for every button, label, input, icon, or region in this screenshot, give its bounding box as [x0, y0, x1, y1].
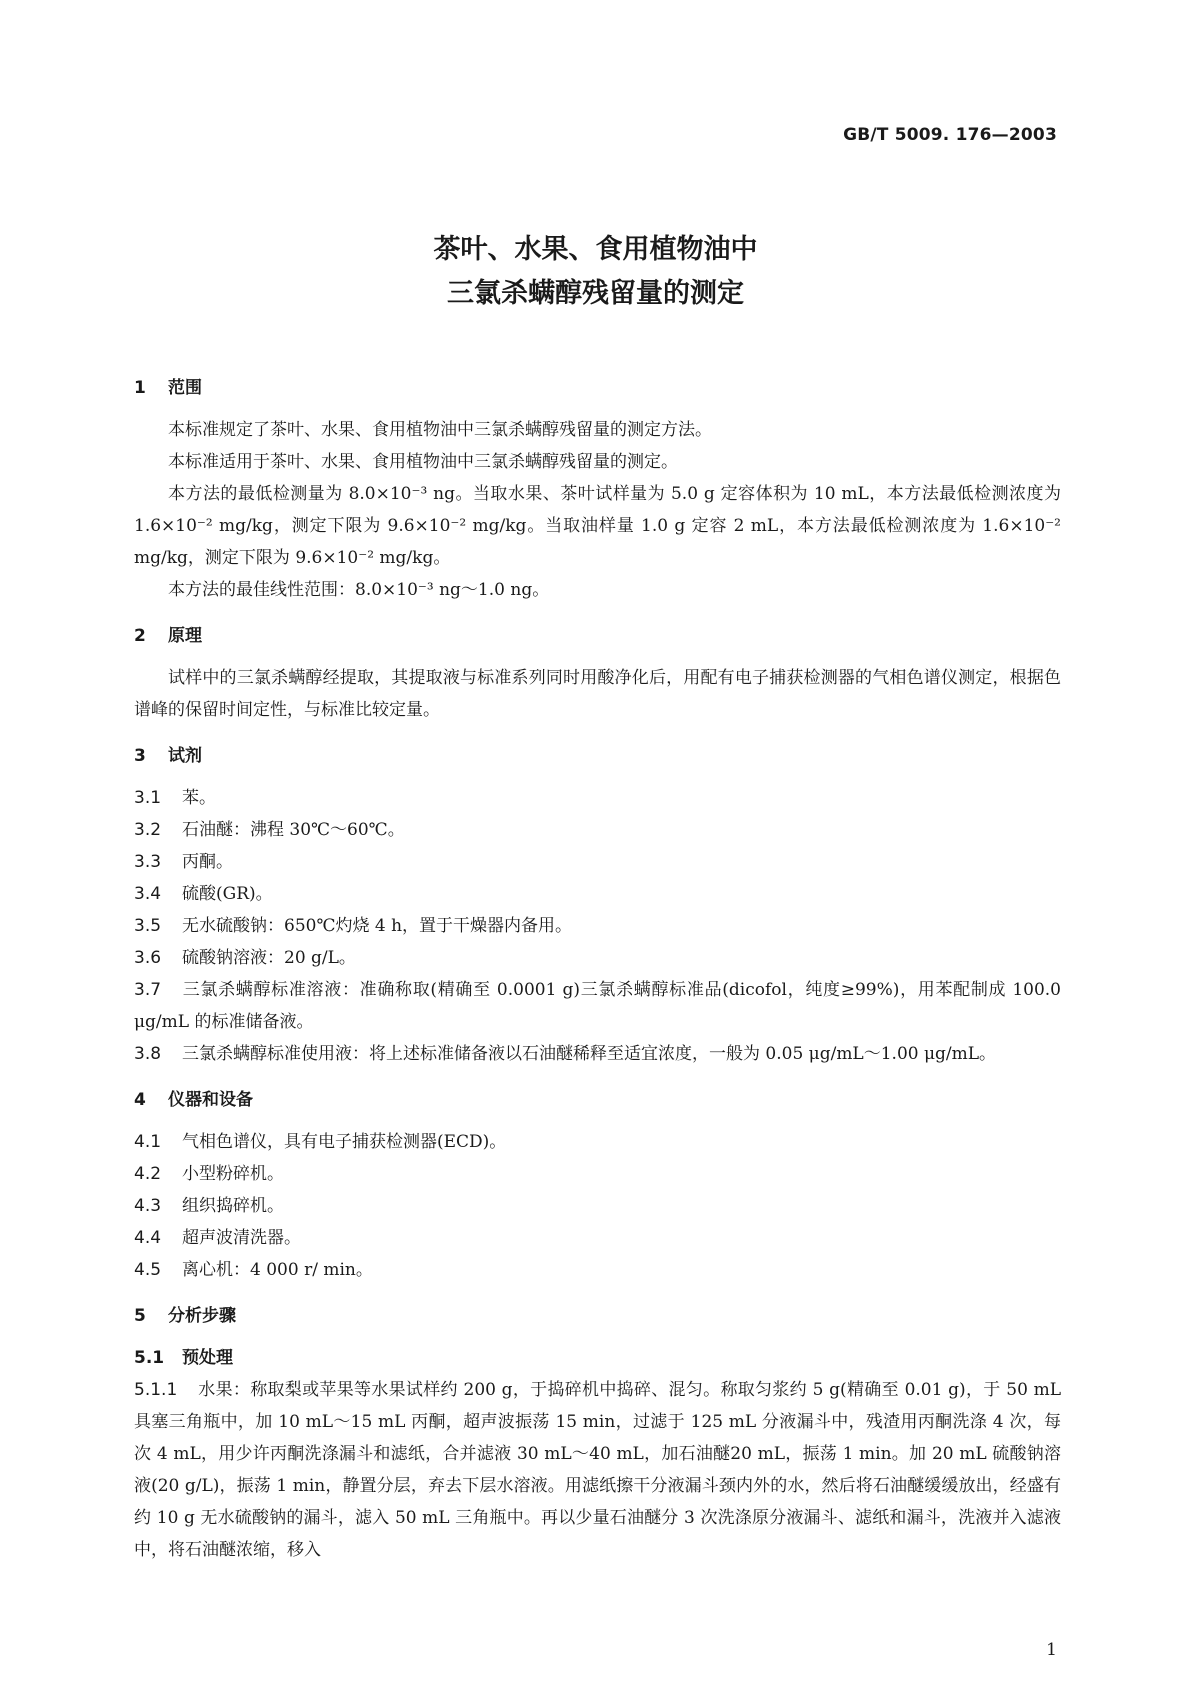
list-item: 4.5 离心机：4 000 r/ min。	[134, 1260, 373, 1280]
list-item: 3.2 石油醚：沸程 30℃～60℃。	[134, 820, 405, 840]
section-1-paragraph: 本标准适用于茶叶、水果、食用植物油中三氯杀螨醇残留量的测定。	[168, 452, 678, 472]
list-item: 4.1 气相色谱仪，具有电子捕获检测器(ECD)。	[134, 1132, 507, 1152]
list-item: 5.1.1 水果：称取梨或苹果等水果试样约 200 g，于捣碎机中捣碎、混匀。称取匀浆约 5 g(精确至 0.01 g)，于 50 mL 具塞三角瓶中，加 10 mL～15 mL 丙酮，超声波振荡 15 min，过滤于 125 mL 分液漏斗中，残渣用丙酮洗涤 4 次，每次 4 mL，用少许丙酮洗涤漏斗和滤纸，合并滤液 30 mL～40 mL，加石油醚20 mL，振荡 1 min。加 20 mL 硫酸钠溶液(20 g/L)，振荡 1 min，静置分层，弃去下层水溶液。用滤纸擦干分液漏斗颈内外的水，然后将石油醚缓缓放出，经盛有约 10 g 无水硫酸钠的漏斗，滤入 50 mL 三角瓶中。再以少量石油醚分 3 次洗涤原分液漏斗、滤纸和漏斗，洗液并入滤液中，将石油醚浓缩，移入	[134, 1380, 1061, 1560]
list-item: 3.5 无水硫酸钠：650℃灼烧 4 h，置于干燥器内备用。	[134, 916, 573, 936]
section-5-heading: 5 分析步骤	[134, 1306, 236, 1326]
section-1-heading: 1 范围	[134, 378, 202, 398]
list-item: 4.2 小型粉碎机。	[134, 1164, 284, 1184]
list-item: 4.3 组织捣碎机。	[134, 1196, 284, 1216]
section-1-paragraph: 本方法的最低检测量为 8.0×10⁻³ ng。当取水果、茶叶试样量为 5.0 g 定容体积为 10 mL，本方法最低检测浓度为 1.6×10⁻² mg/kg，测定下限为 9.6×10⁻² mg/kg。当取油样量 1.0 g 定容 2 mL，本方法最低检测浓度为 1.6×10⁻² mg/kg，测定下限为 9.6×10⁻² mg/kg。	[134, 484, 1061, 568]
title-line-2: 三氯杀螨醇残留量的测定	[447, 278, 744, 309]
section-3-heading: 3 试剂	[134, 746, 202, 766]
section-2-heading: 2 原理	[134, 626, 202, 646]
document-title	[0, 228, 1191, 316]
section-1-paragraph: 本标准规定了茶叶、水果、食用植物油中三氯杀螨醇残留量的测定方法。	[168, 420, 712, 440]
list-item: 3.6 硫酸钠溶液：20 g/L。	[134, 948, 356, 968]
list-item: 3.3 丙酮。	[134, 852, 233, 872]
section-2-paragraph: 试样中的三氯杀螨醇经提取，其提取液与标准系列同时用酸净化后，用配有电子捕获检测器的气相色谱仪测定，根据色谱峰的保留时间定性，与标准比较定量。	[134, 668, 1061, 720]
title-line-1: 茶叶、水果、食用植物油中	[433, 234, 758, 265]
list-item: 3.1 苯。	[134, 788, 216, 808]
document-body	[134, 372, 1061, 1566]
page-number: 1	[1046, 1640, 1057, 1660]
section-4-heading: 4 仪器和设备	[134, 1090, 253, 1110]
list-item: 4.4 超声波清洗器。	[134, 1228, 301, 1248]
list-item: 3.4 硫酸(GR)。	[134, 884, 273, 904]
list-item: 3.8 三氯杀螨醇标准使用液：将上述标准储备液以石油醚稀释至适宜浓度，一般为 0.05 μg/mL～1.00 μg/mL。	[134, 1044, 997, 1064]
subsection-5-1-heading: 5.1 预处理	[134, 1348, 233, 1368]
section-1-paragraph: 本方法的最佳线性范围：8.0×10⁻³ ng～1.0 ng。	[168, 580, 550, 600]
standard-code: GB/T 5009. 176—2003	[843, 125, 1057, 145]
list-item: 3.7 三氯杀螨醇标准溶液：准确称取(精确至 0.0001 g)三氯杀螨醇标准品(dicofol，纯度≥99%)，用苯配制成 100.0 μg/mL 的标准储备液。	[134, 980, 1061, 1032]
